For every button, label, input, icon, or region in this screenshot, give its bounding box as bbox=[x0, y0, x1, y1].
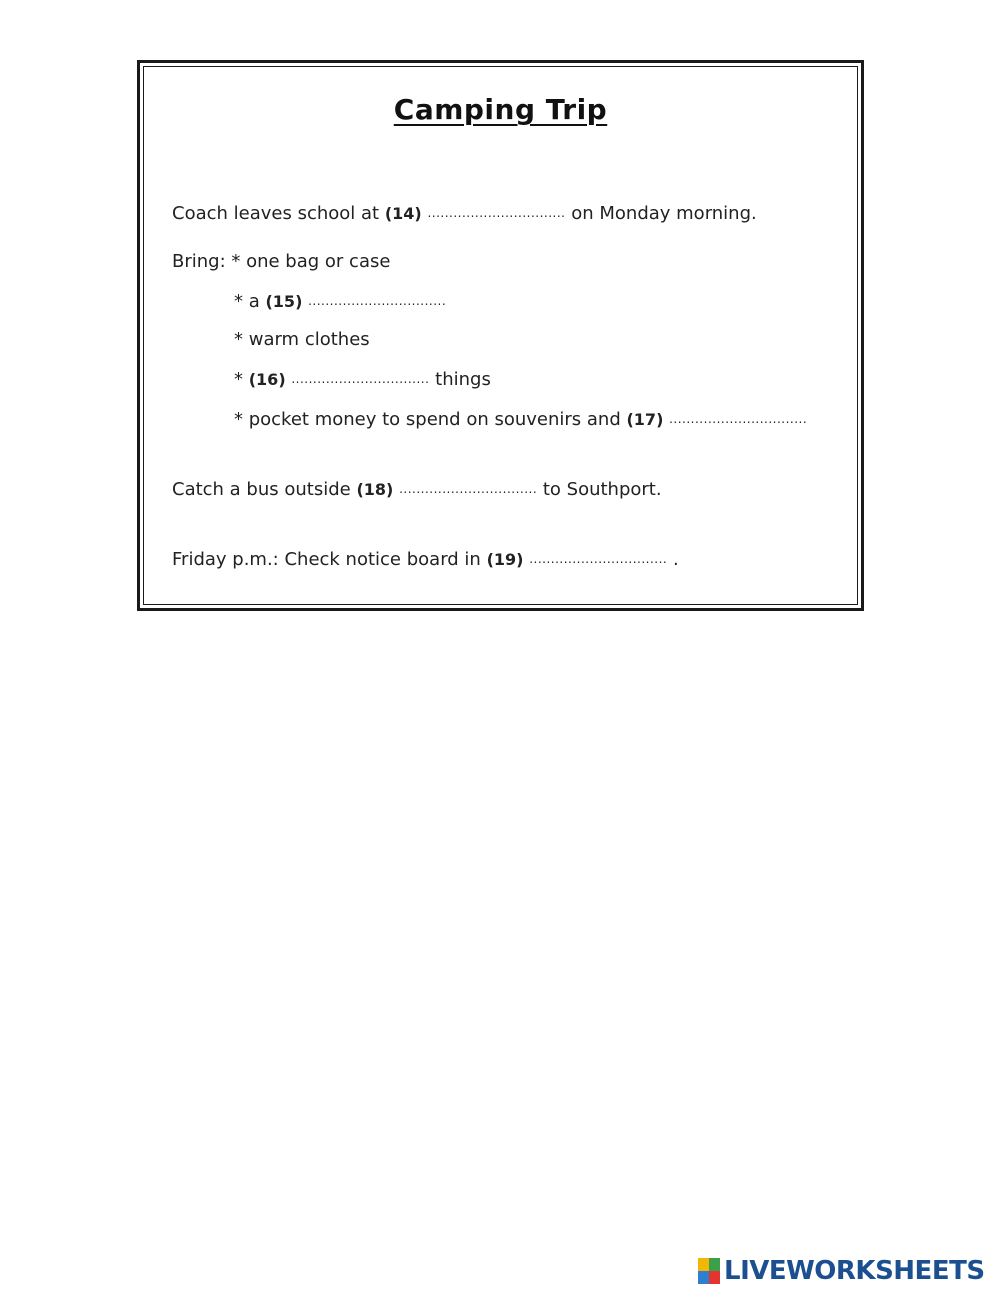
liveworksheets-logo[interactable] bbox=[698, 1256, 985, 1286]
answer-blank-18[interactable]: ................................ bbox=[399, 482, 538, 496]
liveworksheets-logo-icon bbox=[698, 1258, 720, 1284]
worksheet-title: Camping Trip bbox=[393, 93, 608, 126]
worksheet-frame bbox=[137, 60, 864, 611]
line-bring-item-16: * (16) ................................ things bbox=[234, 369, 491, 390]
line-warm-clothes: * warm clothes bbox=[234, 329, 370, 350]
answer-blank-16[interactable]: ................................ bbox=[291, 372, 430, 386]
line-friday-notice: Friday p.m.: Check notice board in (19) ................................ . bbox=[172, 549, 679, 570]
logo-block-red bbox=[709, 1271, 720, 1284]
answer-blank-17[interactable]: ................................ bbox=[669, 412, 808, 426]
question-number-19: (19) bbox=[486, 550, 524, 569]
answer-blank-15[interactable]: ................................ bbox=[308, 294, 447, 308]
question-number-18: (18) bbox=[356, 480, 394, 499]
question-number-15: (15) bbox=[265, 292, 303, 311]
answer-blank-19[interactable]: ................................ bbox=[529, 552, 668, 566]
worksheet-inner-frame bbox=[143, 66, 858, 605]
line-pocket-money: * pocket money to spend on souvenirs and (17) ................................ bbox=[234, 409, 808, 430]
question-number-17: (17) bbox=[626, 410, 664, 429]
logo-text: LIVEWORKSHEETS bbox=[724, 1256, 985, 1286]
line-catch-bus: Catch a bus outside (18) ................................ to Southport. bbox=[172, 479, 662, 500]
question-number-16: (16) bbox=[248, 370, 286, 389]
line-bring: Bring: * one bag or case bbox=[172, 251, 391, 272]
line-bring-item-15: * a (15) ................................ bbox=[234, 291, 447, 312]
logo-block-green bbox=[709, 1258, 720, 1271]
line-coach-leaves: Coach leaves school at (14) ................................ on Monday morning. bbox=[172, 203, 757, 224]
answer-blank-14[interactable]: ................................ bbox=[427, 206, 566, 220]
question-number-14: (14) bbox=[384, 204, 422, 223]
logo-block-yellow bbox=[698, 1258, 709, 1271]
logo-block-blue bbox=[698, 1271, 709, 1284]
